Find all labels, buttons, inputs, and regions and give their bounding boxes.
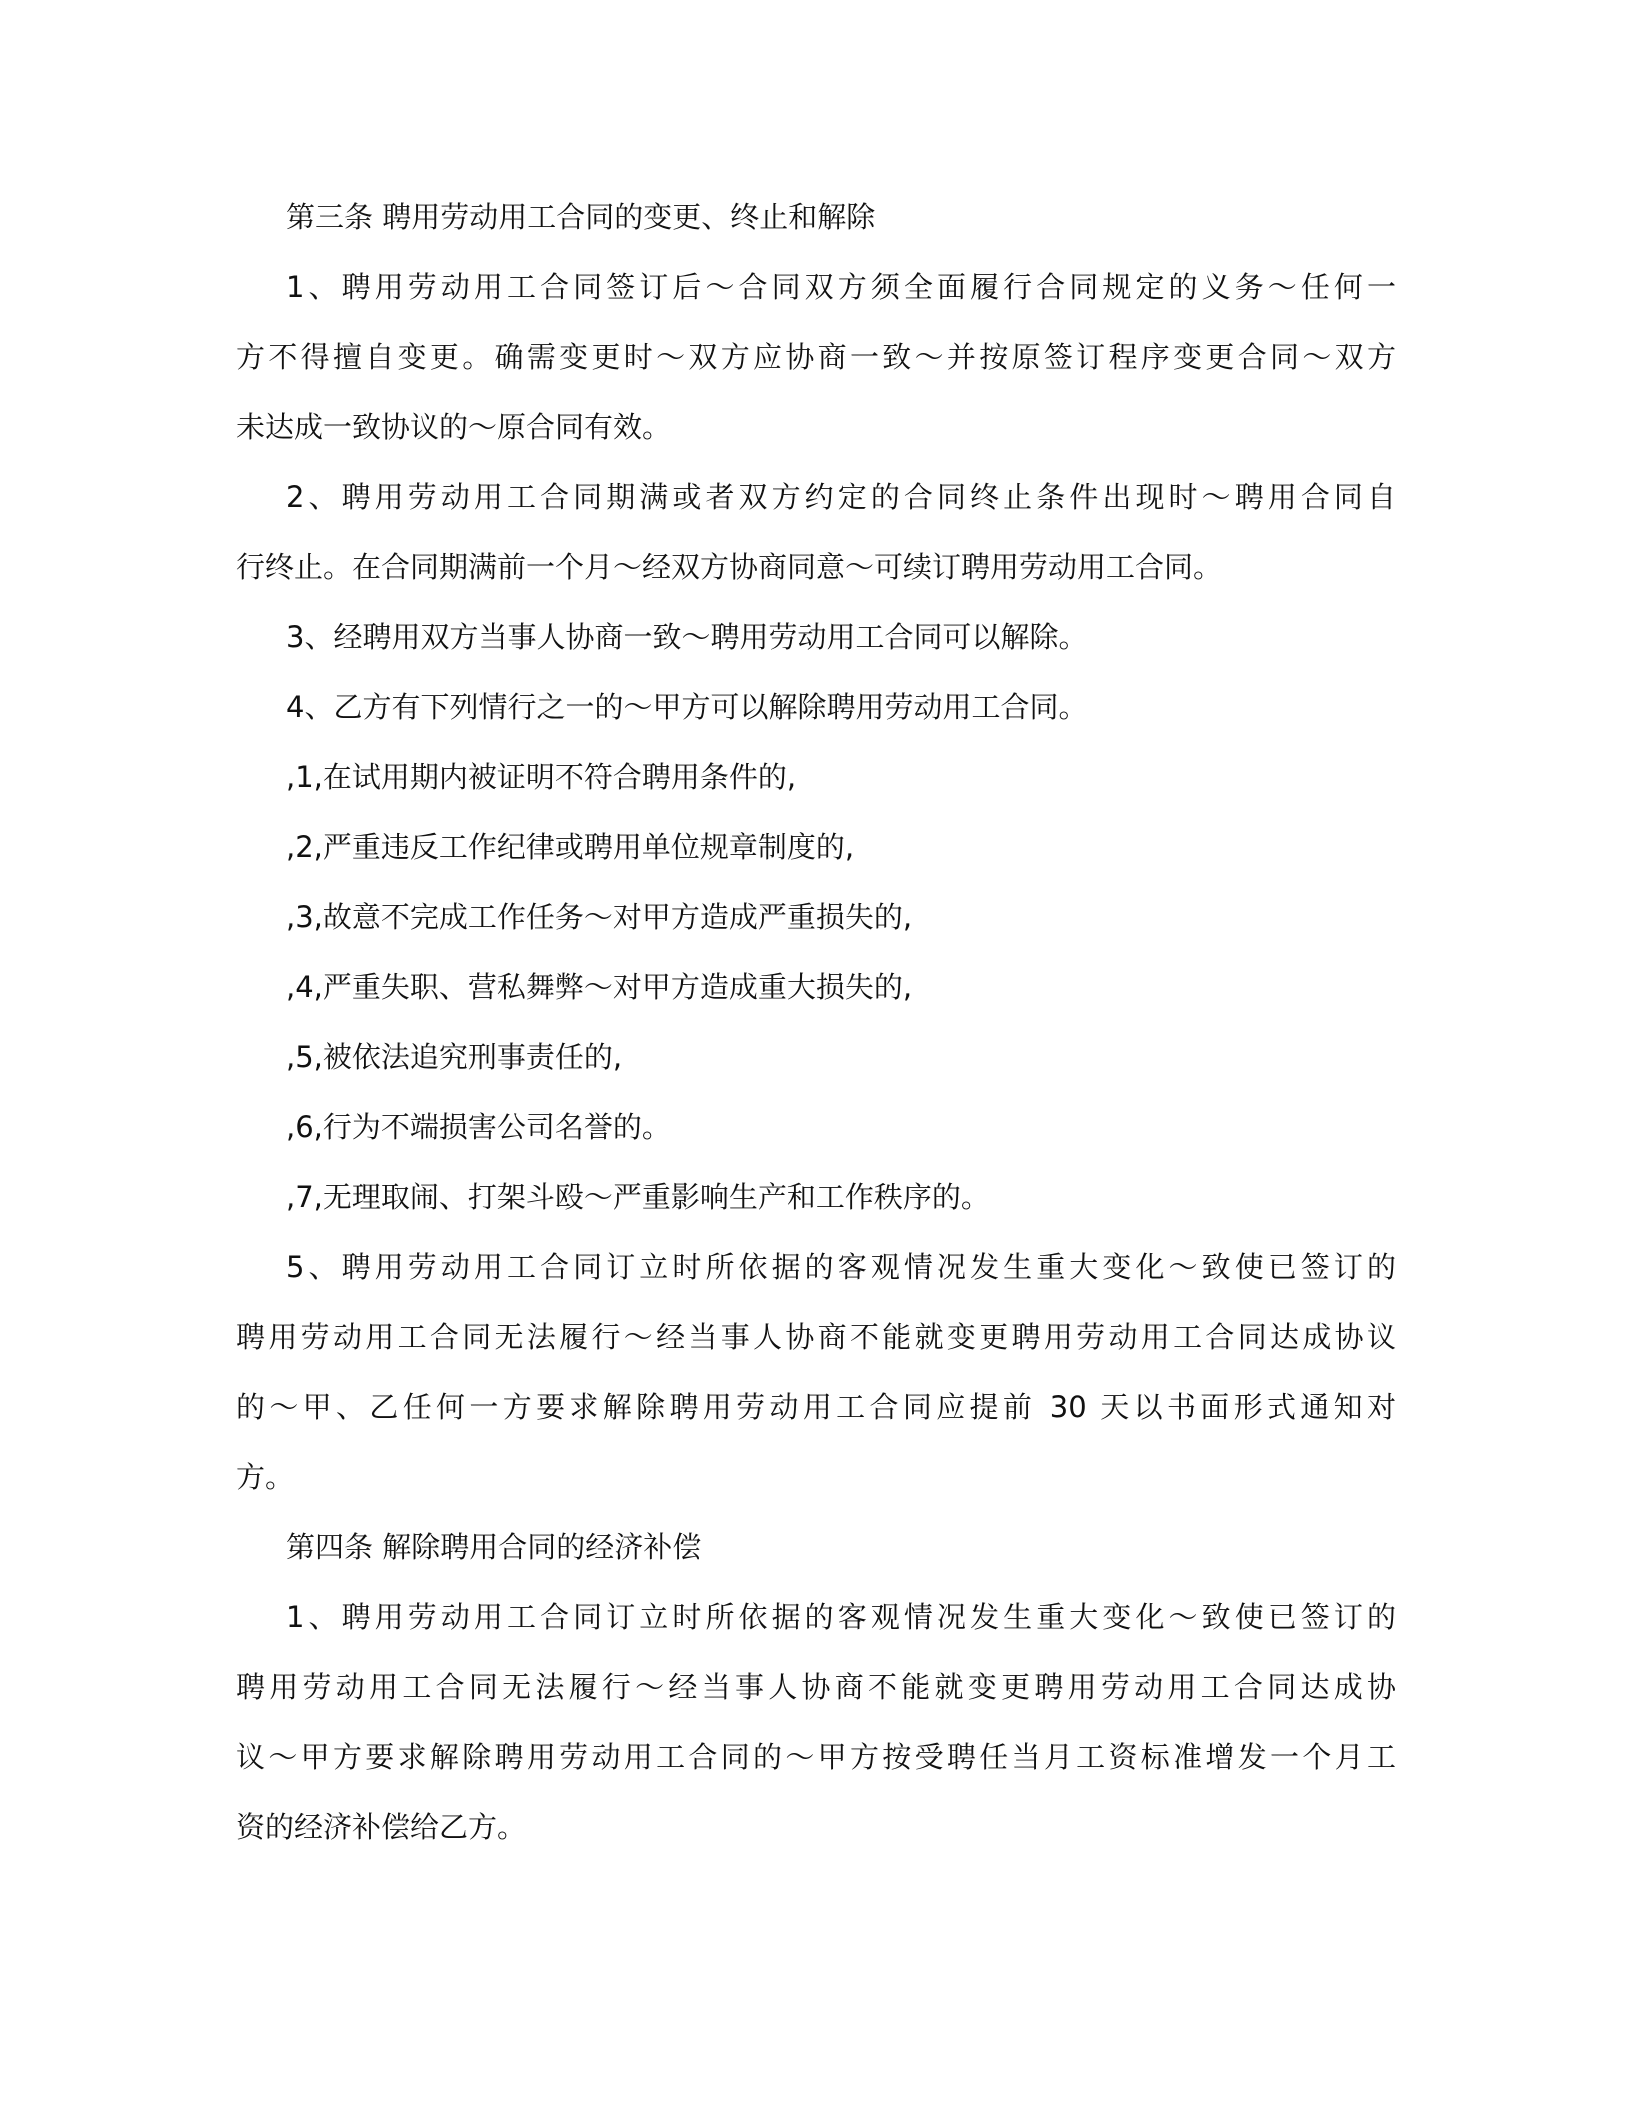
paragraph-line: 4、乙方有下列情行之一的～甲方可以解除聘用劳动用工合同。 [286,690,1088,724]
paragraph-line: 3、经聘用双方当事人协商一致～聘用劳动用工合同可以解除。 [286,620,1088,654]
paragraph-line: 聘用劳动用工合同无法履行～经当事人协商不能就变更聘用劳动用工合同达成协 [236,1670,1396,1704]
article-3-heading: 第三条 聘用劳动用工合同的变更、终止和解除 [286,200,876,234]
document-body [236,200,1396,1880]
list-item: ,2,严重违反工作纪律或聘用单位规章制度的, [286,830,855,864]
paragraph-line: 方。 [236,1460,295,1494]
list-item: ,3,故意不完成工作任务～对甲方造成严重损失的, [286,900,913,934]
paragraph-line: 议～甲方要求解除聘用劳动用工合同的～甲方按受聘任当月工资标准增发一个月工 [236,1740,1396,1774]
list-item: ,4,严重失职、营私舞弊～对甲方造成重大损失的, [286,970,913,1004]
paragraph-line: 的～甲、乙任何一方要求解除聘用劳动用工合同应提前 30 天以书面形式通知对 [236,1390,1396,1424]
list-item: ,7,无理取闹、打架斗殴～严重影响生产和工作秩序的。 [286,1180,990,1214]
paragraph-line: 资的经济补偿给乙方。 [236,1810,527,1844]
paragraph-line: 聘用劳动用工合同无法履行～经当事人协商不能就变更聘用劳动用工合同达成协议 [236,1320,1396,1354]
list-item: ,5,被依法追究刑事责任的, [286,1040,623,1074]
paragraph-line: 方不得擅自变更。确需变更时～双方应协商一致～并按原签订程序变更合同～双方 [236,340,1396,374]
list-item: ,6,行为不端损害公司名誉的。 [286,1110,671,1144]
list-item: ,1,在试用期内被证明不符合聘用条件的, [286,760,797,794]
paragraph-line: 1、聘用劳动用工合同签订后～合同双方须全面履行合同规定的义务～任何一 [286,270,1396,304]
paragraph-line: 5、聘用劳动用工合同订立时所依据的客观情况发生重大变化～致使已签订的 [286,1250,1396,1284]
paragraph-line: 2、聘用劳动用工合同期满或者双方约定的合同终止条件出现时～聘用合同自 [286,480,1396,514]
paragraph-line: 行终止。在合同期满前一个月～经双方协商同意～可续订聘用劳动用工合同。 [236,550,1223,584]
article-4-heading: 第四条 解除聘用合同的经济补偿 [286,1530,702,1564]
paragraph-line: 1、聘用劳动用工合同订立时所依据的客观情况发生重大变化～致使已签订的 [286,1600,1396,1634]
paragraph-line: 未达成一致协议的～原合同有效。 [236,410,672,444]
